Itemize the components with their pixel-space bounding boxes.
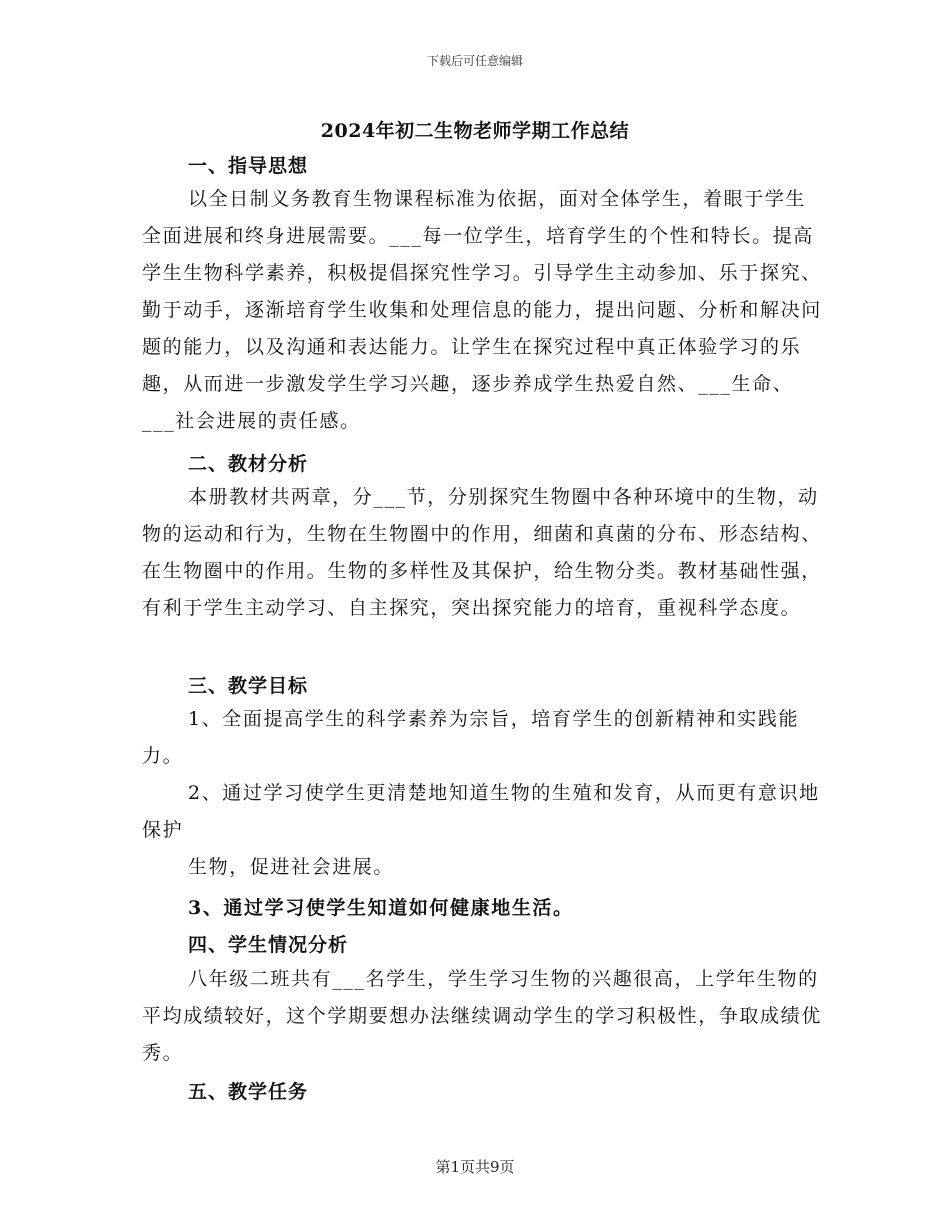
teaching-goal-item-2-continuation: 生物，促进社会进展。 [188, 856, 395, 878]
document-title: 2024年初二生物老师学期工作总结 [320, 120, 630, 142]
section-heading-guiding-ideology: 一、指导思想 [188, 155, 309, 177]
page-number-footer: 第1页共9页 [435, 1158, 515, 1176]
section-heading-teaching-tasks: 五、教学任务 [188, 1081, 309, 1103]
section-heading-teaching-goals: 三、教学目标 [188, 675, 309, 697]
section-body-guiding-ideology: 以全日制义务教育生物课程标准为依据，面对全体学生，着眼于学生全面进展和终身进展需要。___每一位学生，培育学生的个性和特长。提高学生生物科学素养，积极提倡探究性学习。引导学生主动参加、乐于探究、勤于动手，逐渐培育学生收集和处理信息的能力，提出问题、分析和解决问题的能力，以及沟通和表达能力。让学生在探究过程中真正体验学习的乐趣，从而进一步激发学生学习兴趣，逐步养成学生热爱自然、___生命、___社会进展的责任感。 [142, 188, 822, 432]
page-header-note: 下载后可任意编辑 [426, 54, 523, 68]
teaching-goal-item-2: 2、通过学习使学生更清楚地知道生物的生殖和发育，从而更有意识地保护 [142, 782, 820, 841]
teaching-goal-item-3: 3、通过学习使学生知道如何健康地生活。 [188, 897, 574, 919]
section-heading-textbook-analysis: 二、教材分析 [188, 453, 309, 475]
section-body-textbook-analysis: 本册教材共两章，分___节，分别探究生物圈中各种环境中的生物，动物的运动和行为，生物在生物圈中的作用，细菌和真菌的分布、形态结构、在生物圈中的作用。生物的多样性及其保护，给生物分类。教材基础性强，有利于学生主动学习、自主探究，突出探究能力的培育，重视科学态度。 [142, 486, 822, 619]
teaching-goal-item-1: 1、全面提高学生的科学素养为宗旨，培育学生的创新精神和实践能力。 [142, 708, 800, 767]
section-heading-student-analysis: 四、学生情况分析 [188, 934, 349, 956]
section-body-student-analysis: 八年级二班共有___名学生，学生学习生物的兴趣很高，上学年生物的平均成绩较好，这个学期要想办法继续调动学生的学习积极性，争取成绩优秀。 [142, 968, 822, 1064]
